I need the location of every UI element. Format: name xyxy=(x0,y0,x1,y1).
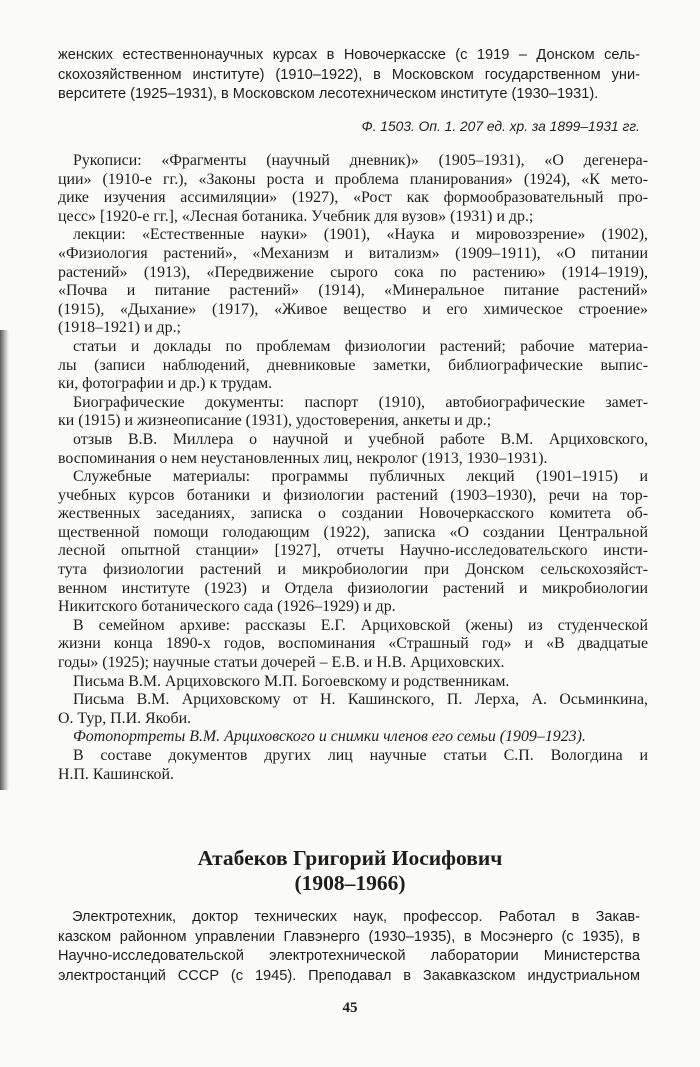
intro-paragraph xyxy=(58,46,640,105)
body-line: Письма В.М. Арциховского М.П. Богоевскому и родственникам. xyxy=(73,672,510,690)
bio-line: электростанций СССР (с 1945). Преподавал в Закавказском индустриальном xyxy=(58,967,640,984)
body-line: Биографические документы: паспорт (1910), автобиографические замет- xyxy=(73,393,648,411)
body-line: «Физиология растений», «Механизм и витализм» (1909–1911), «О питании xyxy=(58,244,648,262)
body-line: Никитского ботанического сада (1926–1929) и др. xyxy=(58,598,396,616)
intro-line: верситете (1925–1931), в Московском лесотехническом институте (1930–1931). xyxy=(58,86,599,103)
intro-line: женских естественнонаучных курсах в Новочеркасске (с 1919 – Донском сель- xyxy=(58,47,640,63)
body-line: Рукописи: «Фрагменты (научный дневник)» (1905–1931), «О дегенера- xyxy=(73,152,648,169)
body-line: Н.П. Кашинской. xyxy=(58,765,174,783)
body-line: Фотопортреты В.М. Арциховского и снимки членов его семьи (1909–1923). xyxy=(73,728,586,746)
entry-title xyxy=(0,846,700,896)
body-line: жизни конца 1890-х годов, воспоминания «Страшный год» и «В двадцатые xyxy=(58,635,648,653)
body-line: венном институте (1923) и Отдела физиологии растений и микробиологии xyxy=(58,579,648,597)
body-line: статьи и доклады по проблемам физиологии растений; рабочие материа- xyxy=(73,337,648,355)
body-line: учебных курсов ботаники и физиологии растений (1903–1930), речи на тор- xyxy=(58,486,648,504)
body-line: цесс» [1920-е гг.], «Лесная ботаника. Учебник для вузов» (1931) и др.; xyxy=(58,207,534,225)
fund-reference: Ф. 1503. Оп. 1. 207 ед. хр. за 1899–1931 гг. xyxy=(361,119,640,134)
body-line: ки, фотографии и др.) к трудам. xyxy=(58,375,273,393)
body-line: В составе документов других лиц научные статьи С.П. Вологдина и xyxy=(73,747,648,764)
body-line: жественных заседаниях, записка о создании Новочеркасского комитета об- xyxy=(58,505,648,523)
entry-years: (1908–1966) xyxy=(294,871,406,895)
body-line: тута физиологии растений и микробиологии при Донском сельскохозяйст- xyxy=(58,561,648,579)
page-number: 45 xyxy=(342,1000,358,1016)
body-line: (1918–1921) и др.; xyxy=(58,319,181,337)
body-line: Письма В.М. Арциховскому от Н. Кашинского, П. Лерха, А. Осьминкина, xyxy=(73,691,648,709)
body-line: «Почва и питание растений» (1914), «Минеральное питание растений» xyxy=(58,282,648,300)
body-line: отзыв В.В. Миллера о научной и учебной работе В.М. Арциховского, xyxy=(73,430,648,448)
body-line: В семейном архиве: рассказы Е.Г. Арциховской (жены) из студенческой xyxy=(73,616,648,634)
body-line: дике изучения ассимиляции» (1927), «Рост как формообразовательный про- xyxy=(58,189,648,207)
body-line: лесной опытной станции» [1927], отчеты Научно-исследовательского инсти- xyxy=(58,542,648,560)
bio-line: Научно-исследовательской электротехнической лаборатории Министерства xyxy=(58,948,640,965)
body-line: О. Тур, П.И. Якоби. xyxy=(58,709,192,727)
body-line: щественной помощи голодающим (1922), записка «О создании Центральной xyxy=(58,523,648,541)
entry-name: Атабеков Григорий Иосифович xyxy=(197,846,503,870)
bio-line: казском районном управлении Главэнерго (1930–1935), в Мосэнерго (с 1935), в xyxy=(58,928,640,945)
body-line: воспоминания о нем неустановленных лиц, некролог (1913, 1930–1931). xyxy=(58,449,548,467)
body-line: растений» (1913), «Передвижение сырого сока по растению» (1914–1919), xyxy=(58,263,648,281)
intro-line: скохозяйственном институте) (1910–1922), в Московском государственном уни- xyxy=(58,66,640,83)
bio-line: Электротехник, доктор технических наук, профессор. Работал в Закав- xyxy=(72,909,640,925)
body-line: годы» (1925); научные статьи дочерей – Е.В. и Н.В. Арциховских. xyxy=(58,654,505,672)
body-line: лекции: «Естественные науки» (1901), «Наука и мировоззрение» (1902), xyxy=(73,226,648,244)
archive-description xyxy=(58,152,648,784)
biography-paragraph xyxy=(58,908,640,986)
body-line: ки (1915) и жизнеописание (1931), удостоверения, анкеты и др.; xyxy=(58,412,492,430)
body-line: лы (записи наблюдений, дневниковые заметки, библиографические выпис- xyxy=(58,356,648,374)
body-line: ции» (1910-е гг.), «Законы роста и проблема планирования» (1924), «К мето- xyxy=(58,170,648,188)
body-line: Служебные материалы: программы публичных лекций (1901–1915) и xyxy=(73,468,648,486)
body-line: (1915), «Дыхание» (1917), «Живое вещество и его химическое строение» xyxy=(58,300,648,318)
